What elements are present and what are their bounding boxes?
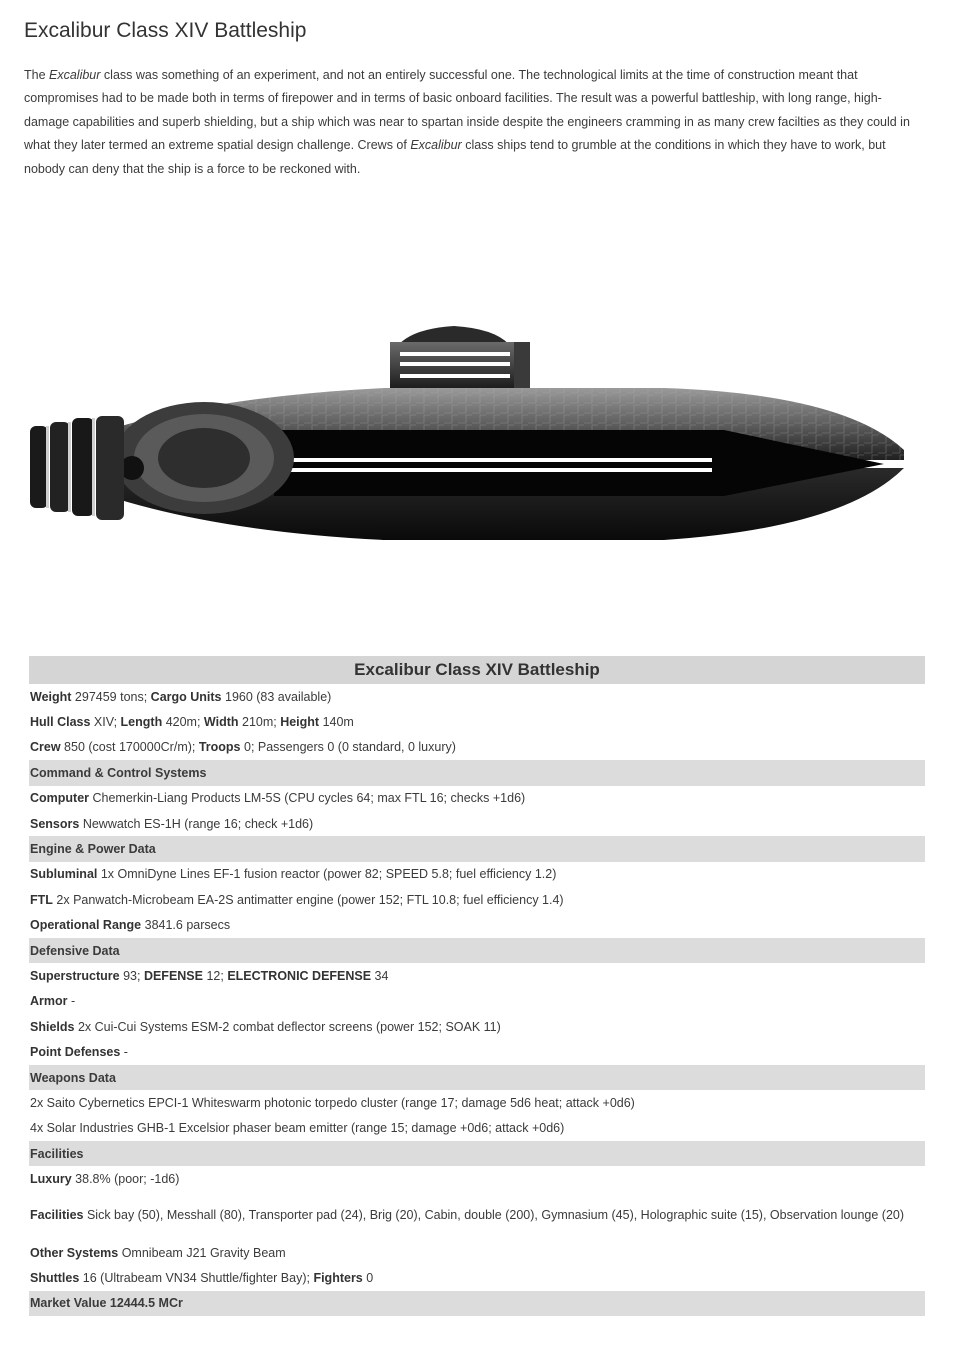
spec-table — [29, 656, 925, 1316]
intro-paragraph — [24, 64, 924, 181]
shields-value: 2x Cui-Cui Systems ESM-2 combat deflector screens (power 152; SOAK 11) — [74, 1019, 501, 1034]
table-row — [29, 913, 925, 938]
luxury-label: Luxury — [30, 1172, 72, 1187]
shields-label: Shields — [30, 1019, 75, 1034]
electronic-defense-label: ELECTRONIC DEFENSE — [227, 968, 372, 983]
table-row — [29, 989, 925, 1014]
market-value: Market Value 12444.5 MCr — [29, 1291, 925, 1316]
armor-value: - — [67, 994, 76, 1009]
operational-range-value: 3841.6 parsecs — [141, 918, 231, 933]
section-command-control: Command & Control Systems — [29, 760, 925, 785]
height-label: Height — [280, 715, 320, 730]
subluminal-value: 1x OmniDyne Lines EF-1 fusion reactor (power 82; SPEED 5.8; fuel efficiency 1.2) — [97, 867, 557, 882]
luxury-value: 38.8% (poor; -1d6) — [71, 1172, 180, 1187]
section-facilities: Facilities — [29, 1141, 925, 1166]
width-label: Width — [203, 715, 239, 730]
computer-label: Computer — [30, 791, 90, 806]
weapon-2: 4x Solar Industries GHB-1 Excelsior phaser beam emitter (range 15; damage +0d6; attack +0d6) — [30, 1121, 565, 1136]
troops-label: Troops — [198, 740, 241, 755]
table-row — [29, 1039, 925, 1064]
length-value: 420m; — [162, 715, 204, 730]
table-row — [29, 684, 925, 709]
crew-label: Crew — [30, 740, 61, 755]
spec-table-title: Excalibur Class XIV Battleship — [29, 656, 925, 684]
sensors-label: Sensors — [30, 816, 80, 831]
crew-value: 850 (cost 170000Cr/m); — [60, 740, 199, 755]
height-value: 140m — [319, 715, 354, 730]
weapon-1: 2x Saito Cybernetics EPCI-1 Whiteswarm photonic torpedo cluster (range 17; damage 5d6 heat; attack +0d6) — [30, 1095, 635, 1110]
page-title: Excalibur Class XIV Battleship — [24, 19, 307, 42]
other-systems-value: Omnibeam J21 Gravity Beam — [118, 1245, 286, 1260]
electronic-defense-value: 34 — [371, 968, 389, 983]
troops-value: 0; Passengers 0 (0 standard, 0 luxury) — [240, 740, 456, 755]
computer-value: Chemerkin-Liang Products LM-5S (CPU cycles 64; max FTL 16; checks +1d6) — [89, 791, 526, 806]
table-row — [29, 1166, 925, 1191]
fighters-label: Fighters — [313, 1270, 363, 1285]
facilities-value: Sick bay (50), Messhall (80), Transporter pad (24), Brig (20), Cabin, double (200), Gymnasium (45), Holographic suite (15), Observation lounge (20) — [83, 1208, 905, 1223]
battleship-illustration — [24, 318, 910, 558]
superstructure-label: Superstructure — [30, 968, 120, 983]
weight-value: 297459 tons; — [71, 689, 151, 704]
intro-text-2: class was something of an experiment, and not an entirely successful one. The technological limits at the time of construction meant that compromises had to be made both in terms of firepower and in terms of basic onboard facilities. The result was a powerful battleship, with long range, high-damage capabilities and superb shielding, but a ship which was near to spartan inside despite the engineers cramming in as many crew facilties as they could in what they later termed an extreme spatial design challenge. Crews of — [24, 68, 910, 153]
intro-text-3: class ships tend to grumble at the conditions in which they have to work, but nobody can deny that the ship is a force to be reckoned with. — [24, 138, 886, 176]
table-row — [29, 1240, 925, 1265]
ftl-value: 2x Panwatch-Microbeam EA-2S antimatter engine (power 152; FTL 10.8; fuel efficiency 1.4) — [52, 892, 564, 907]
weight-label: Weight — [30, 689, 72, 704]
table-row — [29, 1192, 925, 1240]
table-row — [29, 887, 925, 912]
facilities-label: Facilities — [30, 1208, 84, 1223]
section-weapons: Weapons Data — [29, 1065, 925, 1090]
point-defenses-value: - — [120, 1045, 128, 1060]
table-row — [29, 963, 925, 988]
intro-ship-name-2: Excalibur — [410, 138, 462, 153]
sensors-value: Newwatch ES-1H (range 16; check +1d6) — [79, 816, 314, 831]
table-row — [29, 786, 925, 811]
intro-ship-name-1: Excalibur — [49, 68, 101, 82]
superstructure-value: 93; — [119, 968, 144, 983]
hull-class-label: Hull Class — [30, 715, 91, 730]
cargo-value: 1960 (83 available) — [221, 689, 332, 704]
cargo-label: Cargo Units — [150, 689, 222, 704]
other-systems-label: Other Systems — [30, 1245, 119, 1260]
section-engine-power: Engine & Power Data — [29, 836, 925, 861]
armor-label: Armor — [30, 994, 68, 1009]
defense-value: 12; — [202, 968, 228, 983]
table-row — [29, 1265, 925, 1290]
table-row — [29, 1116, 925, 1141]
shuttles-label: Shuttles — [30, 1270, 80, 1285]
subluminal-label: Subluminal — [30, 867, 98, 882]
table-row — [29, 709, 925, 734]
hull-class-value: XIV; — [90, 715, 121, 730]
table-row — [29, 811, 925, 836]
fighters-value: 0 — [362, 1270, 374, 1285]
table-row — [29, 1090, 925, 1115]
table-row — [29, 862, 925, 887]
width-value: 210m; — [238, 715, 281, 730]
ftl-label: FTL — [30, 892, 53, 907]
defense-label: DEFENSE — [143, 968, 203, 983]
length-label: Length — [120, 715, 163, 730]
section-defensive: Defensive Data — [29, 938, 925, 963]
shuttles-value: 16 (Ultrabeam VN34 Shuttle/fighter Bay); — [79, 1270, 314, 1285]
operational-range-label: Operational Range — [30, 918, 142, 933]
point-defenses-label: Point Defenses — [30, 1045, 121, 1060]
table-row — [29, 1014, 925, 1039]
table-row — [29, 735, 925, 760]
intro-text-1: The — [24, 68, 50, 82]
